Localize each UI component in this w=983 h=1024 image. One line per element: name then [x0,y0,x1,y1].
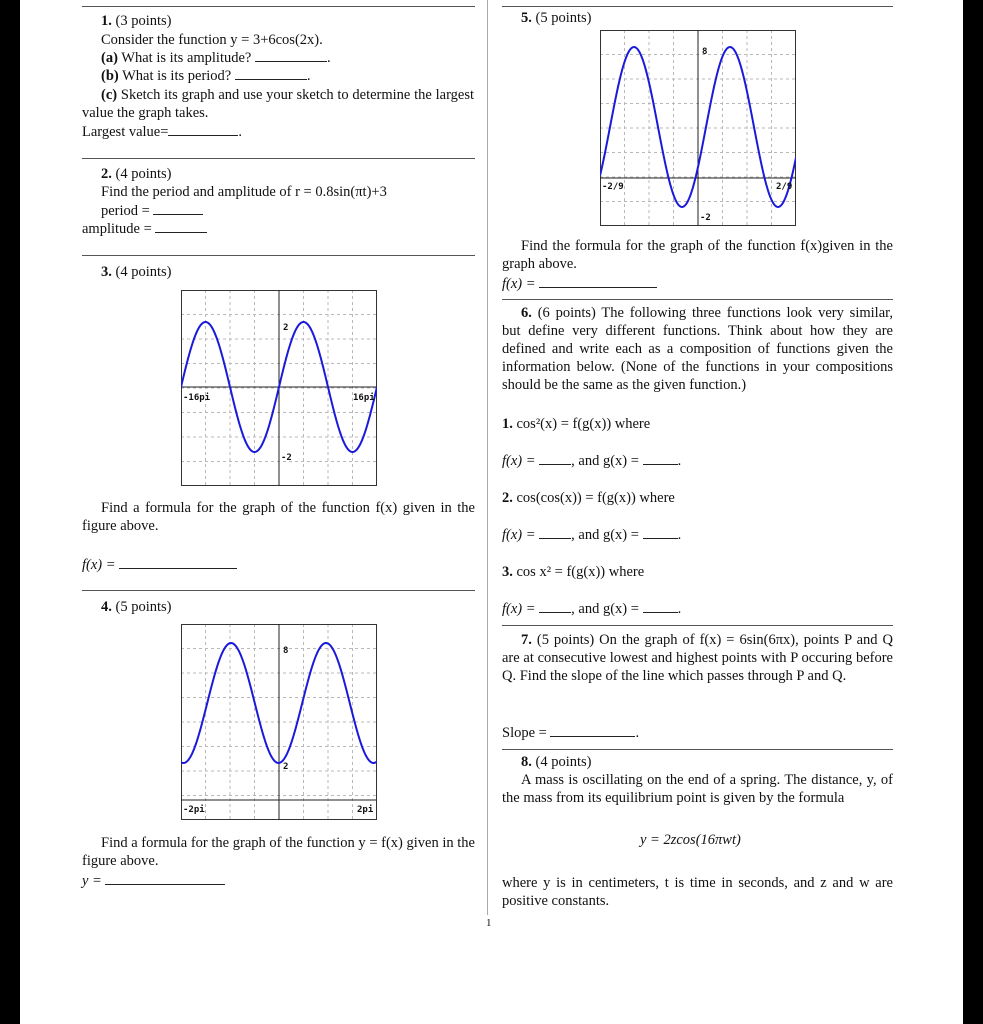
x-max-label: 16pi [353,393,375,403]
y-max-label: 8 [283,646,289,656]
q3-header: 3. (4 points) [101,264,172,280]
x-max-label: 2/9 [776,182,793,192]
q6-part-3: 3. cos x² = f(g(x)) where [502,564,645,580]
x-min-label: -16pi [183,393,211,403]
q4-prompt: Find a formula for the graph of the function y = f(x) given in the figure above. [82,835,475,869]
rule [82,158,475,159]
q8-after: where y is in centimeters, t is time in seconds, and z and w are positive constants. [502,875,893,909]
q6-part-1: 1. cos²(x) = f(g(x)) where [502,416,651,432]
q3-prompt: Find a formula for the graph of the function f(x) given in the figure above. [82,500,475,534]
left-black-border [0,0,20,1024]
q6-part-1-answer: f(x) = , and g(x) = . [502,453,682,469]
rule [502,749,893,750]
q4-header: 4. (5 points) [101,599,172,615]
rule [502,625,893,626]
q1-intro: Consider the function y = 3+6cos(2x). [101,32,323,48]
q2-intro: Find the period and amplitude of r = 0.8sin(πt)+3 [101,184,387,200]
q6-part-2-answer: f(x) = , and g(x) = . [502,527,682,543]
q1-header: 1. (3 points) [101,13,172,29]
y-max-label: 2 [283,323,289,333]
right-black-border [963,0,983,1024]
q6-part-3-answer: f(x) = , and g(x) = . [502,601,682,617]
rule [502,299,893,300]
x-max-label: 2pi [357,805,374,815]
q2-header: 2. (4 points) [101,166,172,182]
rule [82,6,475,7]
q8-formula: y = 2zcos(16πwt) [640,832,741,848]
column-divider [487,0,488,915]
q5-graph [600,30,796,226]
rule [502,6,893,7]
q1-part-c: (c) Sketch its graph and use your sketch to determine the largest value the graph takes. [82,87,475,121]
y-min-label: -2 [700,213,711,223]
q6-part-2: 2. cos(cos(x)) = f(g(x)) where [502,490,675,506]
page-number: 1 [486,917,492,929]
rule [82,590,475,591]
q5-prompt: Find the formula for the graph of the function f(x)given in the graph above. [502,238,893,272]
q2-period: period = [101,202,203,220]
q6-intro: 6. (6 points) The following three functions look very similar, but define very different functions. Think about how they are defined and write each as a composition of functions given the information below. (None of the functions in your compositions should be the same as the given function.) [502,305,893,393]
q8-header: 8. (4 points) [521,754,592,770]
y-max-label: 8 [702,47,708,57]
y-min-label: 2 [283,762,289,772]
q3-graph [181,290,377,486]
q5-header: 5. (5 points) [521,10,592,26]
q5-answer: f(x) = [502,275,657,293]
q7-text: 7. (5 points) On the graph of f(x) = 6sin(6πx), points P and Q are at consecutive lowest and highest points with P occuring before Q. Find the slope of the line which passes through P and Q. [502,632,893,684]
q7-slope: Slope = . [502,725,640,741]
q1-part-a: (a) What is its amplitude? . [101,50,331,66]
x-min-label: -2pi [183,805,205,815]
x-min-label: -2/9 [602,182,624,192]
q4-answer: y = [82,872,225,890]
q8-text: A mass is oscillating on the end of a spring. The distance, y, of the mass from its equilibrium point is given by the formula [502,772,893,806]
q1-part-b: (b) What is its period? . [101,68,311,84]
q3-answer: f(x) = [82,556,237,574]
q2-amplitude: amplitude = [82,220,207,238]
q1-largest-value: Largest value= . [82,124,243,140]
q4-graph [181,624,377,820]
rule [82,255,475,256]
y-min-label: -2 [281,453,292,463]
